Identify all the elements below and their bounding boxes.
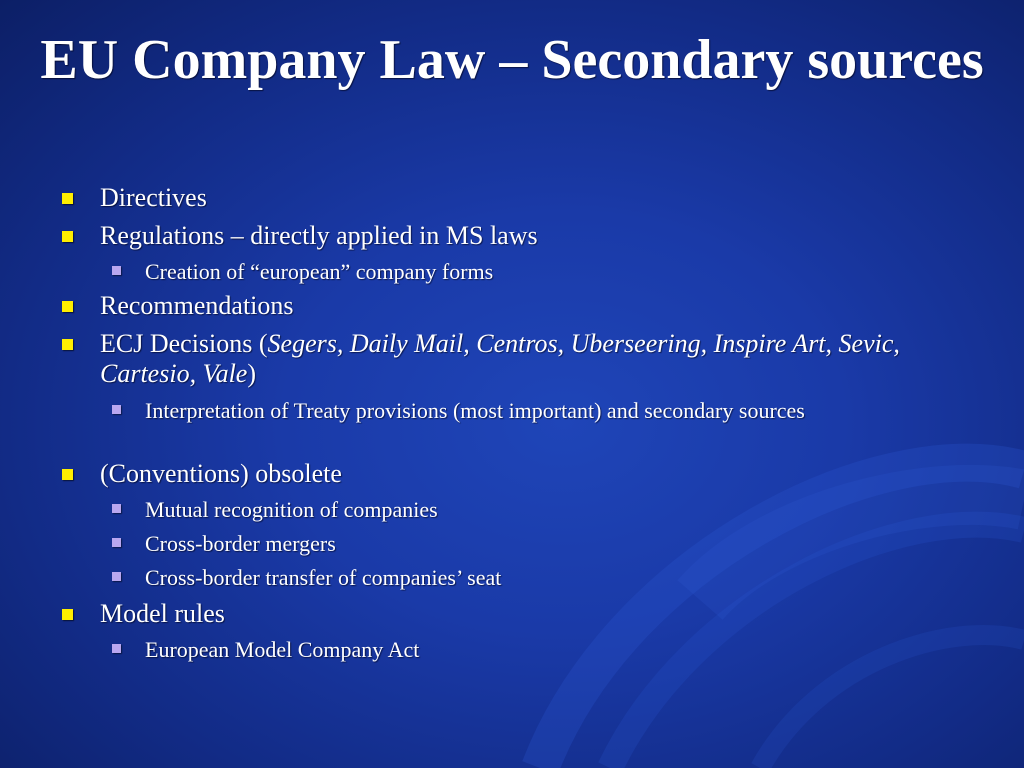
sub-item-seat-transfer bbox=[112, 564, 912, 591]
list-item-text: Recommendations bbox=[100, 291, 294, 320]
list-item-text: Regulations – directly applied in MS laws bbox=[100, 221, 538, 250]
sub-item-text: Cross-border transfer of companies’ seat bbox=[145, 565, 502, 590]
slide-title: EU Company Law – Secondary sources bbox=[40, 29, 984, 91]
list-item-recommendations bbox=[62, 291, 942, 321]
sub-item-text: Creation of “european” company forms bbox=[145, 259, 494, 284]
lilac-square-bullet-icon bbox=[112, 504, 121, 513]
sub-item-text: European Model Company Act bbox=[145, 637, 420, 662]
yellow-square-bullet-icon bbox=[62, 609, 73, 620]
yellow-square-bullet-icon bbox=[62, 339, 73, 350]
sub-item-european-company-forms bbox=[112, 258, 912, 285]
sub-item-text: Interpretation of Treaty provisions (most important) and secondary sources bbox=[145, 398, 805, 423]
list-item-regulations bbox=[62, 221, 942, 251]
lilac-square-bullet-icon bbox=[112, 266, 121, 275]
list-item-text: ECJ Decisions (Segers, Daily Mail, Centros, Uberseering, Inspire Art, Sevic, Cartesio, Vale) bbox=[100, 329, 900, 388]
lilac-square-bullet-icon bbox=[112, 644, 121, 653]
case-names: Segers, Daily Mail, Centros, Uberseering, Inspire Art, Sevic, Cartesio, Vale bbox=[100, 329, 900, 388]
sub-item-model-company-act bbox=[112, 636, 912, 663]
yellow-square-bullet-icon bbox=[62, 193, 73, 204]
sub-item-text: Cross-border mergers bbox=[145, 531, 336, 556]
list-item-text: Model rules bbox=[100, 599, 225, 628]
lilac-square-bullet-icon bbox=[112, 405, 121, 414]
yellow-square-bullet-icon bbox=[62, 469, 73, 480]
list-item-directives bbox=[62, 183, 942, 213]
list-item-conventions bbox=[62, 459, 942, 489]
lilac-square-bullet-icon bbox=[112, 538, 121, 547]
sub-item-cross-border-mergers bbox=[112, 530, 912, 557]
list-item-text: (Conventions) obsolete bbox=[100, 459, 342, 488]
lilac-square-bullet-icon bbox=[112, 572, 121, 581]
yellow-square-bullet-icon bbox=[62, 301, 73, 312]
list-item-text: Directives bbox=[100, 183, 207, 212]
sub-item-text: Mutual recognition of companies bbox=[145, 497, 438, 522]
list-item-ecj-decisions bbox=[62, 329, 942, 389]
sub-item-mutual-recognition bbox=[112, 496, 912, 523]
sub-item-treaty-interpretation bbox=[112, 397, 912, 424]
yellow-square-bullet-icon bbox=[62, 231, 73, 242]
list-item-model-rules bbox=[62, 599, 942, 629]
